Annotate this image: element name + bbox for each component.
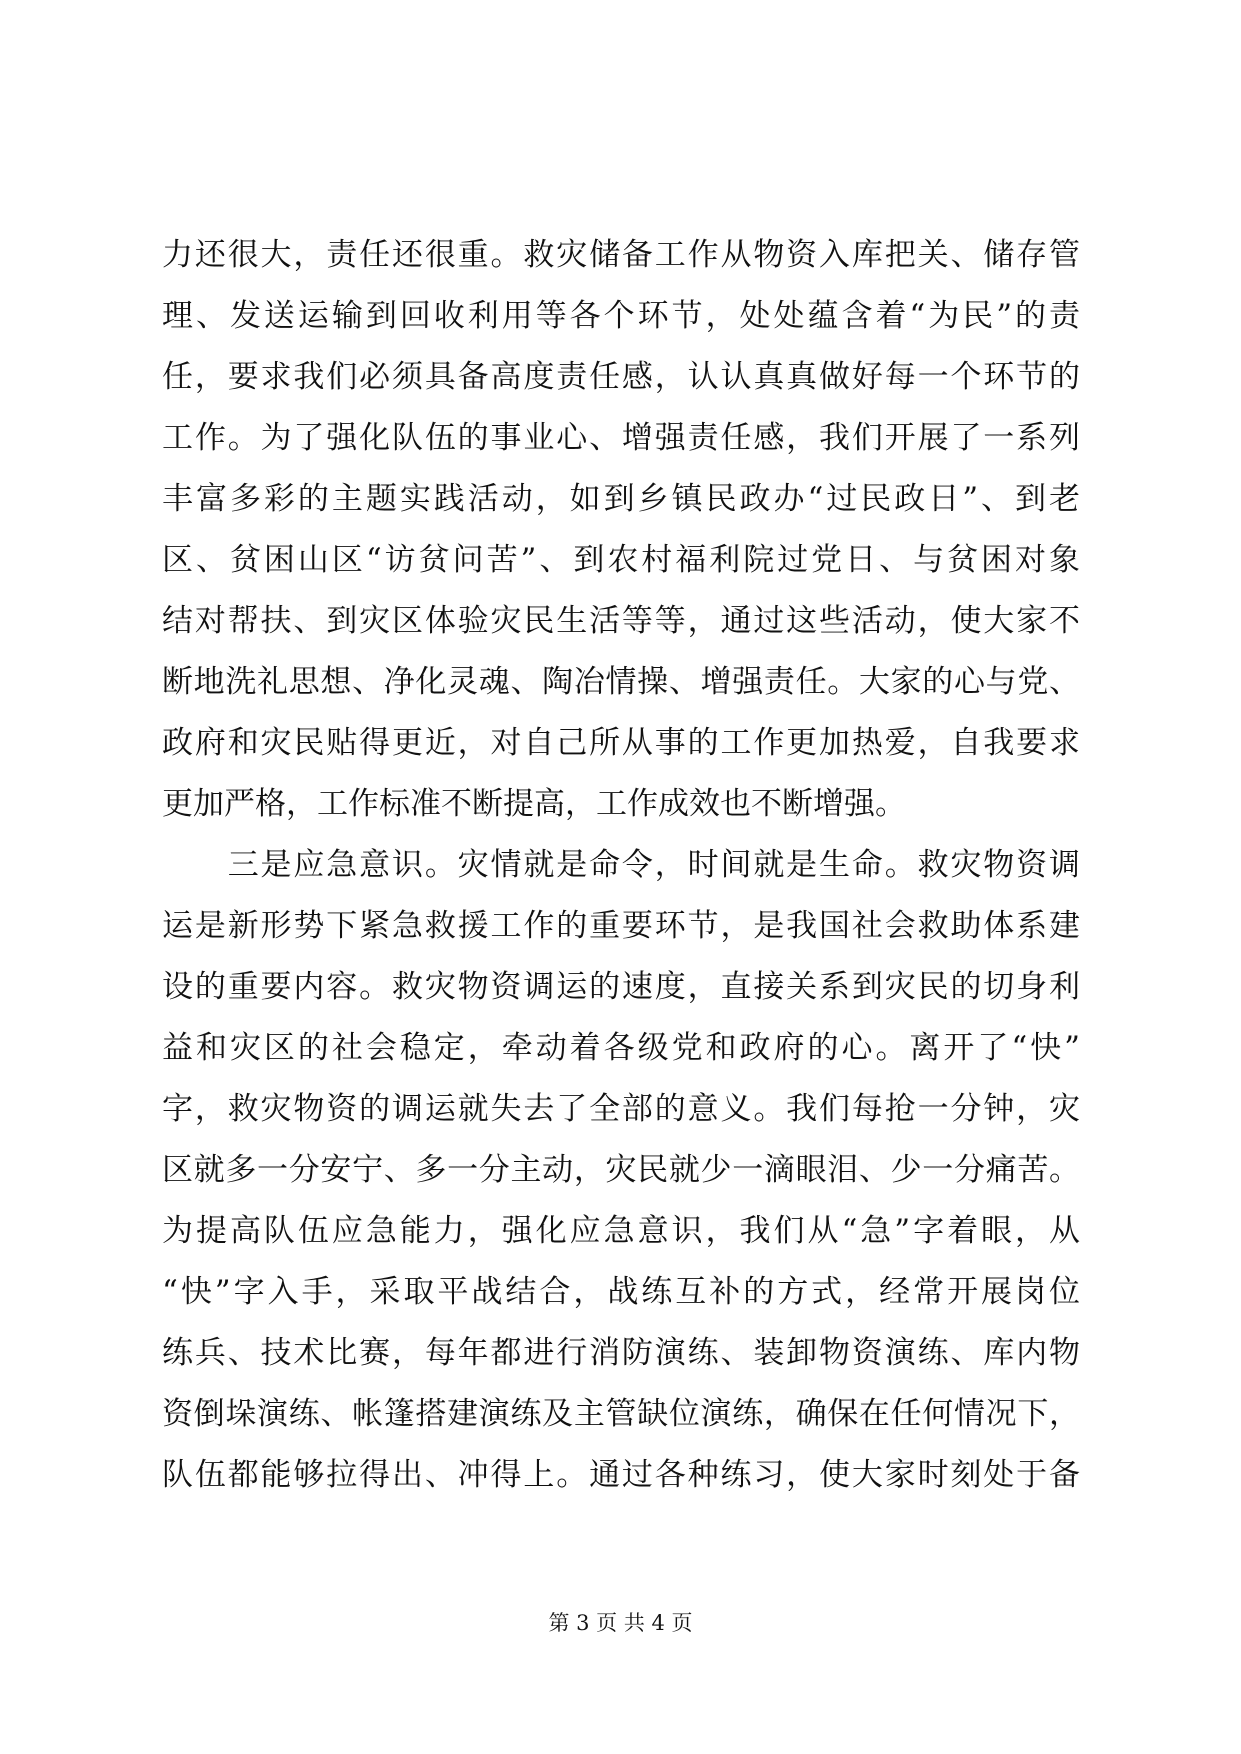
text-line: 字，救灾物资的调运就失去了全部的意义。我们每抢一分钟，灾: [162, 1091, 1080, 1127]
body-text: [162, 225, 1080, 1506]
text-line: “快”字入手，采取平战结合，战练互补的方式，经常开展岗位: [162, 1274, 1080, 1310]
text-line: 为提高队伍应急能力，强化应急意识，我们从“急”字着眼，从: [162, 1213, 1080, 1249]
page-number-footer: 第 3 页 共 4 页: [548, 1611, 693, 1635]
text-line: 区、贫困山区“访贫问苦”、到农村福利院过党日、与贫困对象: [162, 542, 1080, 578]
text-line: 理、发送运输到回收利用等各个环节，处处蕴含着“为民”的责: [162, 298, 1080, 334]
text-line: 三是应急意识。灾情就是命令，时间就是生命。救灾物资调: [162, 847, 1080, 883]
text-line: 丰富多彩的主题实践活动，如到乡镇民政办“过民政日”、到老: [162, 481, 1080, 517]
text-line: 政府和灾民贴得更近，对自己所从事的工作更加热爱，自我要求: [162, 725, 1080, 761]
text-line: 力还很大，责任还很重。救灾储备工作从物资入库把关、储存管: [162, 237, 1080, 273]
text-line: 结对帮扶、到灾区体验灾民生活等等，通过这些活动，使大家不: [162, 603, 1080, 639]
text-line: 资倒垛演练、帐篷搭建演练及主管缺位演练，确保在任何情况下，: [162, 1396, 1080, 1432]
text-line: 练兵、技术比赛，每年都进行消防演练、装卸物资演练、库内物: [162, 1335, 1080, 1371]
text-line: 工作。为了强化队伍的事业心、增强责任感，我们开展了一系列: [162, 420, 1080, 456]
text-line: 队伍都能够拉得出、冲得上。通过各种练习，使大家时刻处于备: [162, 1457, 1080, 1493]
text-line: 更加严格，工作标准不断提高，工作成效也不断增强。: [162, 786, 906, 822]
text-line: 益和灾区的社会稳定，牵动着各级党和政府的心。离开了“快”: [162, 1030, 1080, 1066]
text-line: 运是新形势下紧急救援工作的重要环节，是我国社会救助体系建: [162, 908, 1080, 944]
text-line: 区就多一分安宁、多一分主动，灾民就少一滴眼泪、少一分痛苦。: [162, 1152, 1080, 1188]
text-line: 任，要求我们必须具备高度责任感，认认真真做好每一个环节的: [162, 359, 1080, 395]
text-line: 设的重要内容。救灾物资调运的速度，直接关系到灾民的切身利: [162, 969, 1080, 1005]
text-line: 断地洗礼思想、净化灵魂、陶冶情操、增强责任。大家的心与党、: [162, 664, 1080, 700]
